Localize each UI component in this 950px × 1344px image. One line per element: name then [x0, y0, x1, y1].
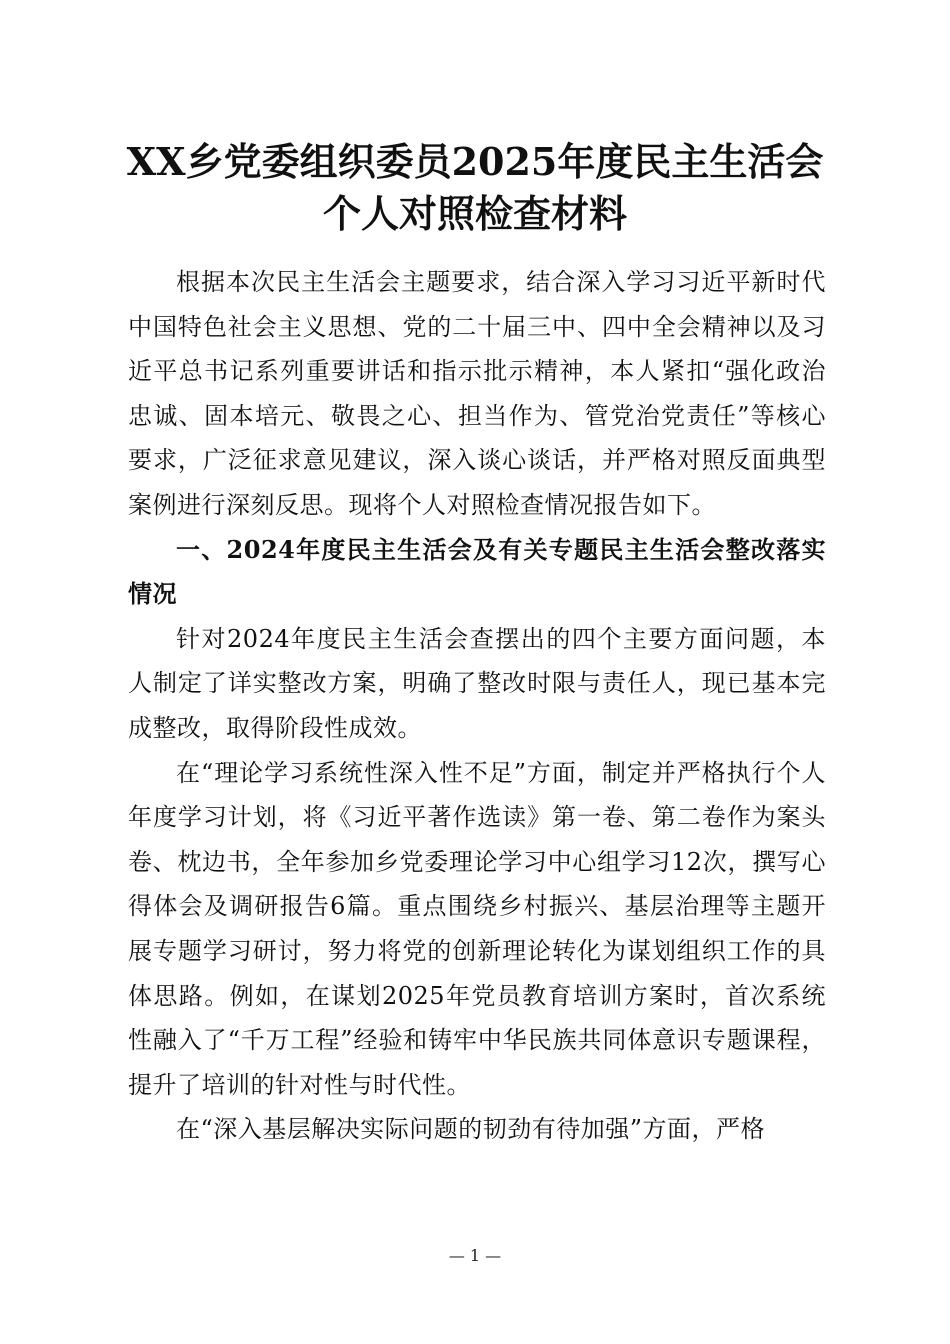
document-title-line1: XX乡党委组织委员2025年度民主生活会 — [126, 139, 824, 184]
body-paragraph: 在“理论学习系统性深入性不足”方面，制定并严格执行个人年度学习计划，将《习近平著作选读》第一卷、第二卷作为案头卷、枕边书，全年参加乡党委理论学习中心组学习12次，撰写心得体会及调研报告6篇。重点围绕乡村振兴、基层治理等主题开展专题学习研讨，努力将党的创新理论转化为谋划组织工作的具体思路。例如，在谋划2025年党员教育培训方案时，首次系统性融入了“千万工程”经验和铸牢中华民族共同体意识专题课程，提升了培训的针对性与时代性。 — [128, 758, 826, 1099]
document-title-line2: 个人对照检查材料 — [322, 191, 627, 236]
body-paragraph: 针对2024年度民主生活会查摆出的四个主要方面问题，本人制定了详实整改方案，明确了整改时限与责任人，现已基本完成整改，取得阶段性成效。 — [128, 624, 826, 742]
intro-paragraph: 根据本次民主生活会主题要求，结合深入学习习近平新时代中国特色社会主义思想、党的二十届三中、四中全会精神以及习近平总书记系列重要讲话和指示批示精神，本人紧扣“强化政治忠诚、固本培元、敬畏之心、担当作为、管党治党责任”等核心要求，广泛征求意见建议，深入谈心谈话，并严格对照反面典型案例进行深刻反思。现将个人对照检查情况报告如下。 — [128, 268, 826, 519]
document-body — [128, 260, 826, 1152]
body-paragraph: 在“深入基层解决实际问题的韧劲有待加强”方面，严格 — [176, 1115, 766, 1144]
page-number: — 1 — — [448, 1246, 502, 1265]
section-heading-1: 一、2024年度民主生活会及有关专题民主生活会整改落实情况 — [128, 534, 826, 609]
